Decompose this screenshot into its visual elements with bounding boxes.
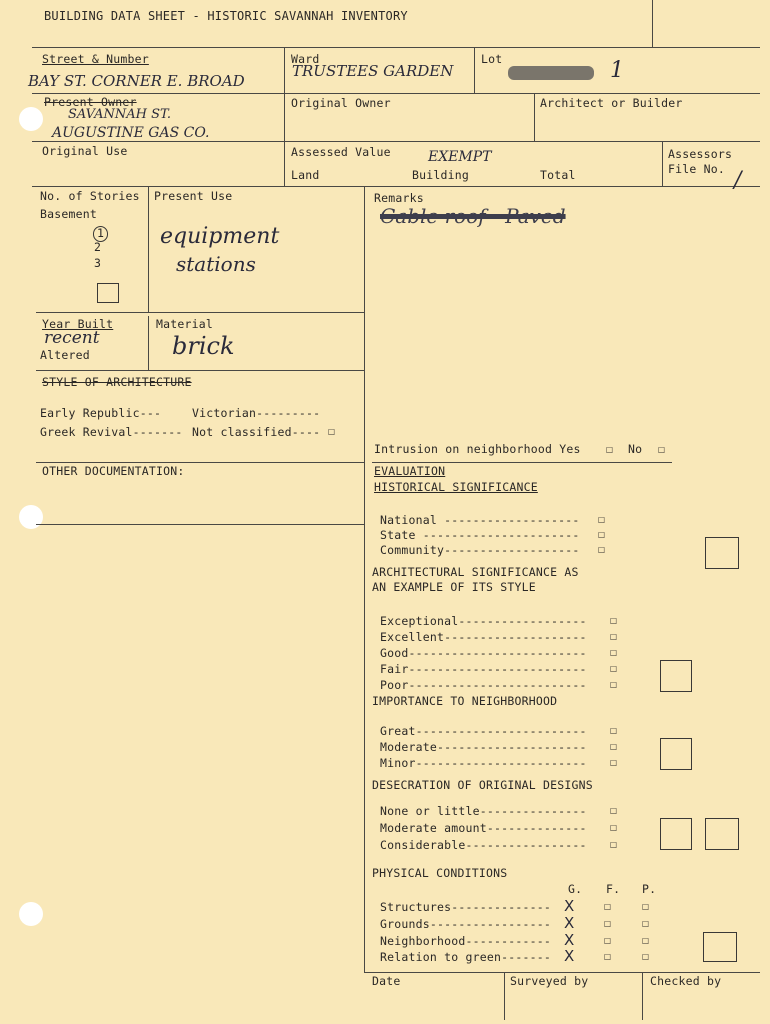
total-label: Total	[540, 168, 576, 182]
building-label: Building	[412, 168, 469, 182]
fair-checkbox[interactable]: ☐	[610, 661, 618, 675]
good-checkbox[interactable]: ☐	[610, 645, 618, 659]
lot-label: Lot	[481, 52, 503, 66]
neighborhood-label: Neighborhood------------	[380, 934, 551, 948]
intrusion-label: Intrusion on neighborhood Yes	[374, 442, 581, 456]
not-classified-label: Not classified----	[192, 425, 321, 439]
excellent-label: Excellent--------------------	[380, 630, 587, 644]
surveyed-by-label: Surveyed by	[510, 974, 589, 988]
exceptional-label: Exceptional------------------	[380, 614, 587, 628]
divider	[534, 93, 535, 141]
structures-good-check[interactable]: X	[564, 897, 575, 915]
punch-hole-bottom	[19, 902, 43, 926]
evaluation-label: EVALUATION	[374, 464, 446, 478]
none-little-label: None or little---------------	[380, 804, 587, 818]
not-classified-checkbox[interactable]: ☐	[328, 424, 336, 438]
victorian-label: Victorian---------	[192, 406, 321, 420]
great-label: Great------------------------	[380, 724, 587, 738]
none-little-checkbox[interactable]: ☐	[610, 803, 618, 817]
divider	[364, 186, 365, 973]
year-built-label: Year Built	[42, 317, 114, 331]
story-3-label: 3	[94, 256, 102, 270]
present-owner-value-2: AUGUSTINE GAS CO.	[52, 125, 210, 141]
structures-label: Structures--------------	[380, 900, 551, 914]
rule	[36, 370, 364, 371]
other-documentation-label: OTHER DOCUMENTATION:	[42, 464, 185, 478]
original-use-label: Original Use	[42, 144, 128, 158]
rule	[372, 462, 672, 463]
rule	[36, 312, 364, 313]
divider	[148, 186, 149, 312]
divider	[504, 972, 505, 1020]
architectural-score-box[interactable]	[660, 660, 692, 692]
relation-good-check[interactable]: X	[564, 947, 575, 965]
moderate-amount-checkbox[interactable]: ☐	[610, 820, 618, 834]
rule	[32, 47, 760, 48]
fair-label: Fair-------------------------	[380, 662, 587, 676]
desecration-label: DESECRATION OF ORIGINAL DESIGNS	[372, 778, 593, 792]
exceptional-checkbox[interactable]: ☐	[610, 613, 618, 627]
importance-label: IMPORTANCE TO NEIGHBORHOOD	[372, 694, 558, 708]
style-label: STYLE OF ARCHITECTURE	[42, 375, 192, 389]
rule	[32, 186, 760, 187]
material-label: Material	[156, 317, 213, 331]
relation-to-green-label: Relation to green-------	[380, 950, 551, 964]
desecration-score-box-2[interactable]	[705, 818, 739, 850]
intrusion-no-checkbox[interactable]: ☐	[658, 442, 666, 456]
street-label: Street & Number	[42, 52, 149, 66]
street-value: BAY ST. CORNER E. BROAD	[28, 72, 245, 90]
community-label: Community-------------------	[380, 543, 580, 557]
poor-label: Poor-------------------------	[380, 678, 587, 692]
historical-significance-label: HISTORICAL SIGNIFICANCE	[374, 480, 538, 494]
present-use-value-1: equipment	[160, 224, 280, 249]
divider	[662, 141, 663, 187]
grounds-label: Grounds-----------------	[380, 917, 551, 931]
state-checkbox[interactable]: ☐	[598, 527, 606, 541]
material-value: brick	[172, 332, 235, 360]
rule	[36, 524, 364, 525]
rule	[36, 462, 364, 463]
neighborhood-good-check[interactable]: X	[564, 931, 575, 949]
minor-checkbox[interactable]: ☐	[610, 755, 618, 769]
considerable-label: Considerable-----------------	[380, 838, 587, 852]
architectural-significance-label-2: AN EXAMPLE OF ITS STYLE	[372, 580, 536, 594]
assessed-value-label: Assessed Value	[291, 145, 391, 159]
neighborhood-fair-checkbox[interactable]: ☐	[604, 933, 612, 947]
poor-column-label: P.	[642, 882, 657, 896]
present-owner-value-1: SAVANNAH ST.	[68, 107, 171, 122]
form-title: BUILDING DATA SHEET - HISTORIC SAVANNAH INVENTORY	[44, 9, 408, 23]
altered-label: Altered	[40, 348, 90, 362]
national-checkbox[interactable]: ☐	[598, 512, 606, 526]
excellent-checkbox[interactable]: ☐	[610, 629, 618, 643]
divider	[284, 47, 285, 187]
stories-label: No. of Stories	[40, 189, 140, 203]
architect-label: Architect or Builder	[540, 96, 683, 110]
historical-score-box[interactable]	[705, 537, 739, 569]
moderate-label: Moderate---------------------	[380, 740, 587, 754]
minor-label: Minor------------------------	[380, 756, 587, 770]
present-owner-label: Present Owner	[44, 95, 137, 109]
community-checkbox[interactable]: ☐	[598, 542, 606, 556]
year-built-value: recent	[44, 328, 100, 348]
assessors-label: Assessors	[668, 147, 733, 161]
basement-label: Basement	[40, 207, 97, 221]
original-owner-label: Original Owner	[291, 96, 391, 110]
grounds-good-check[interactable]: X	[564, 914, 575, 932]
present-use-label: Present Use	[154, 189, 233, 203]
remarks-value: Cable roof - Paved	[380, 204, 566, 228]
intrusion-no-label: No	[628, 442, 643, 456]
divider	[642, 972, 643, 1020]
divider	[148, 316, 149, 370]
story-1-label: 1	[93, 226, 108, 242]
file-no-value: /	[734, 168, 742, 193]
architectural-significance-label-1: ARCHITECTURAL SIGNIFICANCE AS	[372, 565, 579, 579]
divider	[474, 47, 475, 94]
remarks-label: Remarks	[374, 191, 424, 205]
checked-by-label: Checked by	[650, 974, 722, 988]
physical-score-box[interactable]	[703, 932, 737, 962]
divider	[652, 0, 653, 47]
punch-hole-top	[19, 107, 43, 131]
great-checkbox[interactable]: ☐	[610, 723, 618, 737]
ward-label: Ward	[291, 52, 320, 66]
lot-strikeout	[508, 66, 594, 80]
assessed-value: EXEMPT	[428, 149, 492, 165]
rule	[365, 972, 760, 973]
lot-value: 1	[610, 58, 624, 83]
neighborhood-poor-checkbox[interactable]: ☐	[642, 933, 650, 947]
physical-conditions-label: PHYSICAL CONDITIONS	[372, 866, 508, 880]
importance-score-box[interactable]	[660, 738, 692, 770]
greek-revival-label: Greek Revival-------	[40, 425, 183, 439]
moderate-checkbox[interactable]: ☐	[610, 739, 618, 753]
date-label: Date	[372, 974, 401, 988]
good-column-label: G.	[568, 882, 583, 896]
ward-value: TRUSTEES GARDEN	[292, 62, 454, 80]
present-use-value-2: stations	[176, 252, 256, 276]
good-label: Good-------------------------	[380, 646, 587, 660]
intrusion-yes-checkbox[interactable]: ☐	[606, 442, 614, 456]
grounds-fair-checkbox[interactable]: ☐	[604, 916, 612, 930]
considerable-checkbox[interactable]: ☐	[610, 837, 618, 851]
relation-fair-checkbox[interactable]: ☐	[604, 949, 612, 963]
early-republic-label: Early Republic---	[40, 406, 162, 420]
national-label: National -------------------	[380, 513, 580, 527]
fair-column-label: F.	[606, 882, 621, 896]
file-no-label: File No.	[668, 162, 725, 176]
rule	[32, 141, 760, 142]
state-label: State ----------------------	[380, 528, 580, 542]
moderate-amount-label: Moderate amount--------------	[380, 821, 587, 835]
grounds-poor-checkbox[interactable]: ☐	[642, 916, 650, 930]
desecration-score-box-1[interactable]	[660, 818, 692, 850]
structures-poor-checkbox[interactable]: ☐	[642, 899, 650, 913]
story-2-label: 2	[94, 240, 102, 254]
rule	[32, 93, 760, 94]
land-label: Land	[291, 168, 320, 182]
poor-checkbox[interactable]: ☐	[610, 677, 618, 691]
stories-checkbox[interactable]	[97, 283, 119, 303]
relation-poor-checkbox[interactable]: ☐	[642, 949, 650, 963]
punch-hole-middle	[19, 505, 43, 529]
structures-fair-checkbox[interactable]: ☐	[604, 899, 612, 913]
